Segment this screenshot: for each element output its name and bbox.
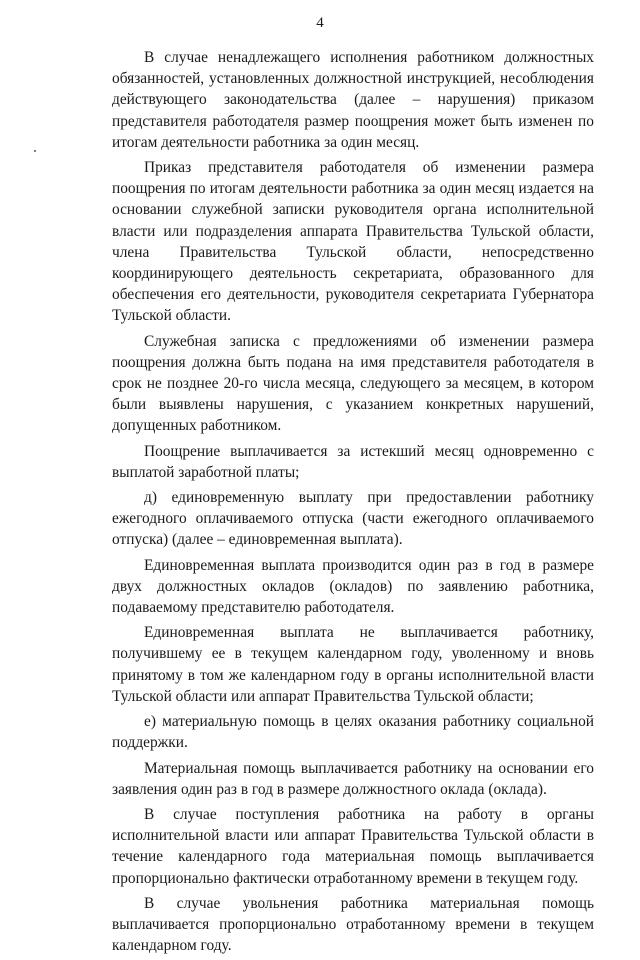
paragraph-aid-dismissal: В случае увольнения работника материальная помощь выплачивается пропорционально отработанному времени в текущем календарном году. bbox=[112, 894, 594, 955]
paragraph-lump-sum-exclusion: Единовременная выплата не выплачивается работнику, получившему ее в текущем календарном году, уволенному и вновь принятому в том же календарном году в органы исполнительной власти Тульской области или аппарат Правительства Тульской области; bbox=[112, 624, 594, 705]
paragraph-material-aid: Материальная помощь выплачивается работнику на основании его заявления один раз в год в размере должностного оклада (оклада). bbox=[112, 759, 594, 798]
paragraph-item-d: д) единовременную выплату при предоставлении работнику ежегодного оплачиваемого отпуска (части ежегодного оплачиваемого отпуска) (далее – единовременная выплата). bbox=[112, 489, 594, 549]
paragraph-bonus-payment: Поощрение выплачивается за истекший месяц одновременно с выплатой заработной платы; bbox=[112, 442, 594, 481]
paragraph-memo-deadline: Служебная записка с предложениями об изменении размера поощрения должна быть подана на имя представителя работодателя в срок не позднее 20-го числа месяца, следующего за месяцем, в котором были выявлены нарушения, с указанием конкретных нарушений, допущенных работником. bbox=[112, 332, 594, 435]
paragraph-violation-reduction: В случае ненадлежащего исполнения работником должностных обязанностей, установленных должностной инструкцией, несоблюдения действующего законодательства (далее – нарушения) приказом представителя работодателя размер поощрения может быть изменен по итогам деятельности работника за один месяц. bbox=[112, 49, 594, 151]
margin-mark bbox=[34, 150, 36, 152]
paragraph-aid-new-employee: В случае поступления работника на работу в органы исполнительной власти или аппарат Правительства Тульской области в течение календарного года материальная помощь выплачивается пропорционально фактически отработанному времени в текущем году. bbox=[112, 805, 594, 887]
paragraph-order-basis: Приказ представителя работодателя об изменении размера поощрения по итогам деятельности работника за один месяц издается на основании служебной записки руководителя органа исполнительной власти или подразделения аппарата Правительства Тульской области, члена Правительства Тульской области, непосредственно координирующего деятельность секретариата, образованного для обеспечения его деятельности, руководителя секретариата Губернатора Тульской области. bbox=[112, 159, 594, 325]
paragraph-item-e: е) материальную помощь в целях оказания работнику социальной поддержки. bbox=[112, 713, 594, 752]
document-body bbox=[112, 47, 594, 960]
paragraph-lump-sum-amount: Единовременная выплата производится один раз в год в размере двух должностных окладов (окладов) по заявлению работника, подаваемому представителю работодателя. bbox=[112, 556, 594, 617]
page-number: 4 bbox=[316, 15, 324, 31]
